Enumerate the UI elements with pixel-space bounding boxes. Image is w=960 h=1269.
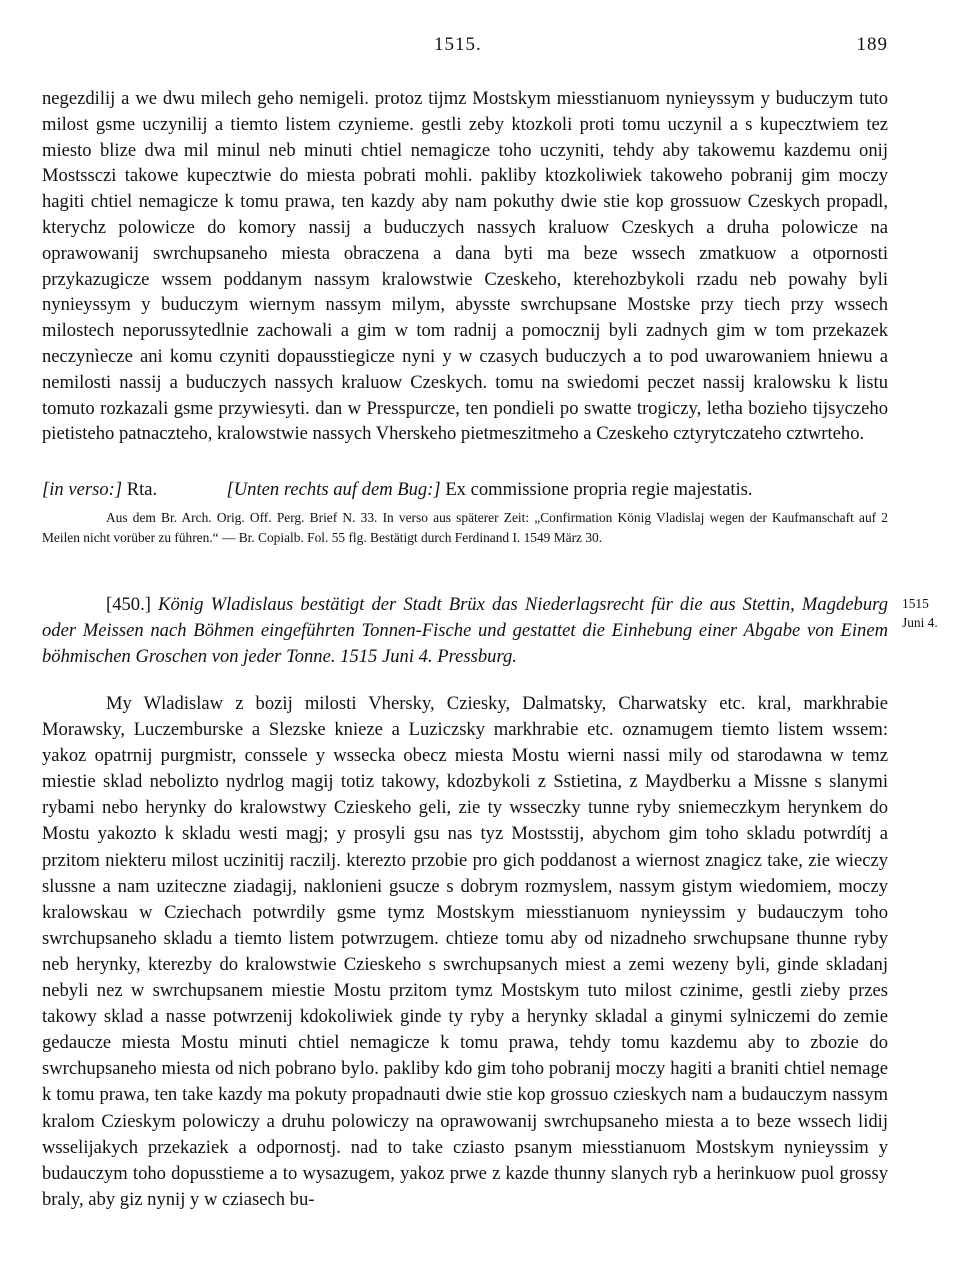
page-header: [42, 34, 888, 58]
margin-date-year: 1515: [902, 596, 929, 611]
regest-heading: [42, 592, 888, 670]
regest-text: König Wladislaus bestätigt der Stadt Brüx das Niederlagsrecht für die aus Stettin, Magdeburg oder Meissen nach Böhmen eingeführten Tonnen-Fische und gestattet die Einhebung einer Abgabe von Einem böhmischen Groschen von jeder Tonne. 1515 Juni 4. Pressburg.: [42, 594, 888, 667]
bug-text: Ex commissione propria regie majestatis.: [445, 479, 753, 500]
bug-label: [Unten rechts auf dem Bug:]: [226, 479, 441, 500]
charter-text-continued: negezdilij a we dwu milech geho nemigeli. protoz tijmz Mostskym miesstianuom nynieyssym y buduczym tuto milost gsme uczynilij a tiemto listem czynieme. gestli zeby ktozkoli proti tomu uczynil a s kupecztwiem tez miesto blize dwa mil minul neb minuti chtiel nemagicze toho uczyniti, tehdy aby takowemu kazdemu onij Mostssczi takowe kupecztwie do miesta pobrati mohli. pakliby ktozkoliwiek takoweho pobranij gim moczy hagiti chtiel nemagicze k tomu prawa, ten kazdy aby nam pokuthy dwie stie kop grossuow Czeskych propadl, kterychz polowicze do komory nassij a buduczych nassych kraluow Czeskych a druha polowicze na oprawowanij swrchupsaneho miesta obraczena a dana byti ma beze wssech zmatkuow a otpornosti przykazugicze wssem poddanym nassym kralowstwie Czeskeho, kterehozbykoli rzadu neb powahy byli nynieyssym y buduczym wiernym nassym milym, abysste swrchupsane Mostske przy tiech przy wssech milostech neporussytedlnie zachowali a gim w tom radnij a pomocznij byli zadnych gim w tom przekazek neczynìecze ani komu czyniti dopausstiegicze nyni y w czasych buduczych a to pod uwarowaniem hniewu a nemilosti nassij a buduczych nassych kraluow Czeskych. tomu na swiedomi peczet nassij kralowsku k listu tomuto rozkazali gsme przywiesyti. dan w Presspurcze, ten pondieli po swatte trogiczy, letha bozieho tijsyczeho pietisteho patnaczteho, kralowstwie nassych Vherskeho pietmeszitmeho a Czeskeho cztyrytczateho cztwrteho.: [42, 88, 888, 445]
margin-date: [902, 594, 958, 632]
margin-date-day: Juni 4.: [902, 615, 938, 630]
verso-label: [in verso:]: [42, 479, 123, 500]
endorsement-line: [42, 478, 888, 502]
document-number: [450.]: [106, 594, 151, 615]
page-number: 189: [856, 34, 888, 55]
charter-text-450: My Wladislaw z bozij milosti Vhersky, Cziesky, Dalmatsky, Charwatsky etc. kral, markhrabie Morawsky, Luczemburske a Slezske knieze a Luziczsky markhrabie etc. oznamugem tiemto listem wssem: yakoz opatrnij purgmistr, conssele y wssecka obecz miesta Mostu wierni nassi mily od starodawna w temz miestie sklad nebolizto nydrlog magij totiz takowy, kdozbykoli z Sstietina, z Maydberku a Missne s slanymi rybami nebo herynky do kralowstwy Czieskeho geli, zie ty wsseczky tunne ryby sniemeczkym herynkem do Mostu yakozto k skladu westi magj; y prosyli gsu nas tyz Mostsstij, abychom gim toho skladu potwrdítj a przitom niekteru milost uczinitij raczilj. kterezto przobie pro gich poddanost a wiernost znagicz take, zie wieczy slussne a nam uziteczne ziadagij, naklonieni gsucze s dobrym rozmyslem, nassym gistym wiedomiem, moczy kralowskau w Cziechach potwrdily gsme tymz Mostskym miesstianuom nynieyssim y budauczym toho swrchupsaneho skladu a tiemto listem potwrzugem. chtieze tomu aby od nizadneho srwchupsane thunne ryby neb herynky, kterezby do kralowstwie Czieskeho s swrchupsanych miest a zemi wezeny byli, ginde skladanj nebyli nez w swrchupsanem miestie Mostu przitom tymz Mostskym tuto milost czinime, gestli zieby przes takowy sklad a nasse potwrzenij kdokoliwiek ginde ty ryby a herynky skladal a ginymi sylniczemi do zemie gedaucze miesta Mostu minuti chtiel nemagicze k tomu prawa, tehdy tomu kazdemu aby to zbozie do swrchupsaneho miesta od nich pobrano bylo. pakliby kdo gim toho pobranij moczy hagiti a braniti chtiel nemage k tomu prawa, ten take kazdy ma pokuty propadnauti dwie stie kop grossuo czieskych nam a budauczym nassym kralom Czieskym polowiczy a druhu polowiczy na oprawowanij swrchupsaneho miesta a to beze wssech lidij wsselijakych przekaziek a odpornostj. nad to take cziasto psanym miesstianuom Mostskym nynieyssim y budauczym toho dopusstieme a to wysazugem, yakoz prwe z kazde thunny slanych ryb a herinkuow puol grossy braly, aby giz nynij y w cziasech bu-: [42, 693, 888, 1210]
header-year: 1515.: [434, 34, 482, 55]
verso-text: Rta.: [126, 479, 158, 500]
source-note: Aus dem Br. Arch. Orig. Off. Perg. Brief N. 33. In verso aus späterer Zeit: „Confirmation König Vladislaj wegen der Kaufmanschaft auf 2 Meilen nicht vorüber zu führen.“ — Br. Copialb. Fol. 55 flg. Bestätigt durch Ferdinand I. 1549 März 30.: [42, 510, 888, 545]
